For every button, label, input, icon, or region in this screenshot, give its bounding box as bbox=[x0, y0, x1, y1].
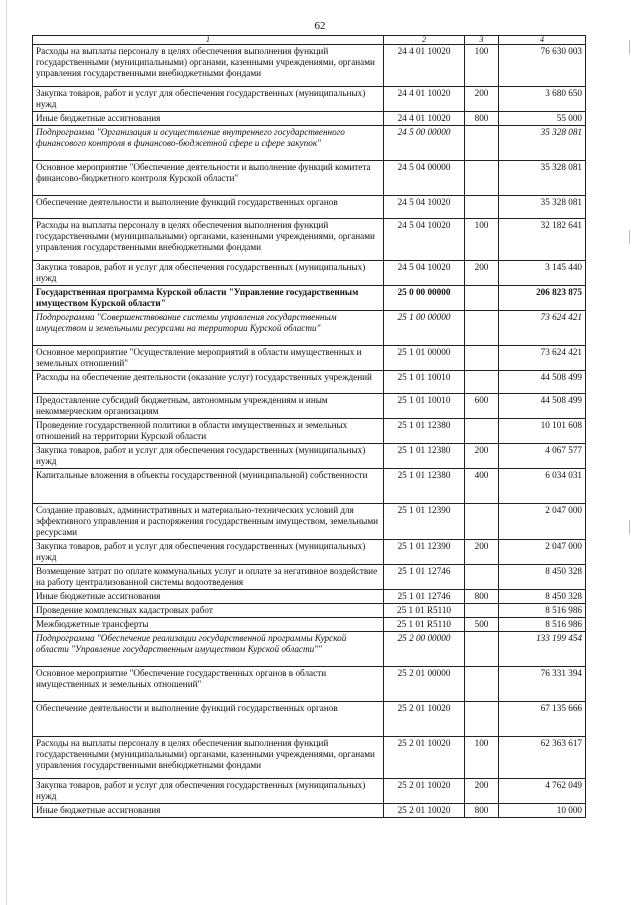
table-row bbox=[33, 419, 586, 444]
table-body bbox=[33, 45, 586, 818]
row-csr-cell: 25 1 01 12390 bbox=[384, 540, 465, 565]
row-name-cell: Закупка товаров, работ и услуг для обеспечения государственных (муниципальных) нужд bbox=[33, 444, 384, 469]
row-sum-cell: 44 508 499 bbox=[499, 394, 586, 419]
table-row bbox=[33, 112, 586, 126]
header-col-4: 4 bbox=[499, 36, 586, 45]
row-vr-cell: 800 bbox=[465, 112, 499, 126]
table-row bbox=[33, 702, 586, 737]
scan-mark bbox=[629, 40, 634, 54]
row-sum-cell: 10 000 bbox=[499, 804, 586, 818]
table-row bbox=[33, 444, 586, 469]
row-csr-cell: 25 1 01 00000 bbox=[384, 346, 465, 371]
row-vr-cell: 600 bbox=[465, 394, 499, 419]
row-name-cell: Расходы на выплаты персоналу в целях обеспечения выполнения функций государственными (муниципальными) органами, казенными учреждениями, органами управления государственными внебюджетными фондами bbox=[33, 45, 384, 87]
row-vr-cell bbox=[465, 565, 499, 590]
row-csr-cell: 25 2 01 10020 bbox=[384, 702, 465, 737]
row-csr-cell: 24 5 00 00000 bbox=[384, 126, 465, 161]
row-sum-cell: 3 680 650 bbox=[499, 87, 586, 112]
row-name-cell: Закупка товаров, работ и услуг для обеспечения государственных (муниципальных) нужд bbox=[33, 779, 384, 804]
row-csr-cell: 25 1 01 12746 bbox=[384, 590, 465, 604]
row-sum-cell: 6 034 031 bbox=[499, 469, 586, 504]
header-col-1: 1 bbox=[33, 36, 384, 45]
row-vr-cell bbox=[465, 604, 499, 618]
table-row bbox=[33, 394, 586, 419]
table-row bbox=[33, 667, 586, 702]
row-sum-cell: 8 516 986 bbox=[499, 604, 586, 618]
table-row bbox=[33, 346, 586, 371]
table-row bbox=[33, 126, 586, 161]
row-sum-cell: 4 067 577 bbox=[499, 444, 586, 469]
row-vr-cell bbox=[465, 126, 499, 161]
row-vr-cell bbox=[465, 286, 499, 311]
row-csr-cell: 25 0 00 00000 bbox=[384, 286, 465, 311]
row-sum-cell: 44 508 499 bbox=[499, 371, 586, 394]
budget-table bbox=[32, 35, 586, 818]
table-row bbox=[33, 779, 586, 804]
table-row bbox=[33, 371, 586, 394]
row-sum-cell: 35 328 081 bbox=[499, 126, 586, 161]
table-row bbox=[33, 618, 586, 632]
row-sum-cell: 133 199 454 bbox=[499, 632, 586, 667]
row-sum-cell: 76 331 394 bbox=[499, 667, 586, 702]
table-row bbox=[33, 286, 586, 311]
row-vr-cell bbox=[465, 632, 499, 667]
row-csr-cell: 25 1 01 12390 bbox=[384, 504, 465, 540]
row-csr-cell: 25 1 01 12380 bbox=[384, 419, 465, 444]
table-row bbox=[33, 590, 586, 604]
row-csr-cell: 25 1 01 12380 bbox=[384, 444, 465, 469]
table-row bbox=[33, 632, 586, 667]
row-sum-cell: 67 135 666 bbox=[499, 702, 586, 737]
scan-mark bbox=[629, 230, 634, 244]
table-row bbox=[33, 504, 586, 540]
table-row bbox=[33, 196, 586, 219]
row-sum-cell: 206 823 875 bbox=[499, 286, 586, 311]
row-vr-cell bbox=[465, 346, 499, 371]
header-col-2: 2 bbox=[384, 36, 465, 45]
row-vr-cell bbox=[465, 161, 499, 196]
table-row bbox=[33, 737, 586, 779]
row-csr-cell: 24 5 04 10020 bbox=[384, 219, 465, 261]
table-row bbox=[33, 540, 586, 565]
row-vr-cell bbox=[465, 419, 499, 444]
row-csr-cell: 25 2 01 10020 bbox=[384, 804, 465, 818]
row-csr-cell: 25 1 01 12746 bbox=[384, 565, 465, 590]
row-csr-cell: 24 5 04 10020 bbox=[384, 261, 465, 286]
row-csr-cell: 24 4 01 10020 bbox=[384, 87, 465, 112]
row-vr-cell: 200 bbox=[465, 540, 499, 565]
row-vr-cell bbox=[465, 196, 499, 219]
row-csr-cell: 25 2 01 00000 bbox=[384, 667, 465, 702]
row-vr-cell: 200 bbox=[465, 261, 499, 286]
row-vr-cell: 400 bbox=[465, 469, 499, 504]
row-name-cell: Расходы на выплаты персоналу в целях обеспечения выполнения функций государственными (муниципальными) органами, казенными учреждениями, органами управления государственными внебюджетными фондами bbox=[33, 737, 384, 779]
header-row bbox=[33, 36, 586, 45]
row-vr-cell: 100 bbox=[465, 45, 499, 87]
row-name-cell: Основное мероприятие "Осуществление мероприятий в области имущественных и земельных отношений" bbox=[33, 346, 384, 371]
row-sum-cell: 3 145 440 bbox=[499, 261, 586, 286]
row-name-cell: Государственная программа Курской области "Управление государственным имуществом Курской области" bbox=[33, 286, 384, 311]
row-vr-cell: 500 bbox=[465, 618, 499, 632]
row-name-cell: Проведение комплексных кадастровых работ bbox=[33, 604, 384, 618]
row-vr-cell bbox=[465, 504, 499, 540]
header-col-3: 3 bbox=[465, 36, 499, 45]
row-name-cell: Подпрограмма "Совершенствование системы управления государственным имуществом и земельными ресурсами на территории Курской области" bbox=[33, 311, 384, 346]
row-vr-cell bbox=[465, 371, 499, 394]
row-csr-cell: 24 4 01 10020 bbox=[384, 45, 465, 87]
row-sum-cell: 8 450 328 bbox=[499, 590, 586, 604]
row-name-cell: Основное мероприятие "Обеспечение деятельности и выполнение функций комитета финансово-бюджетного контроля Курской области" bbox=[33, 161, 384, 196]
row-csr-cell: 24 4 01 10020 bbox=[384, 112, 465, 126]
row-csr-cell: 25 1 01 10010 bbox=[384, 394, 465, 419]
row-name-cell: Создание правовых, административных и материально-технических условий для эффективного управления и распоряжения государственным имуществом, земельными ресурсами bbox=[33, 504, 384, 540]
table-row bbox=[33, 804, 586, 818]
table-row bbox=[33, 469, 586, 504]
row-vr-cell: 200 bbox=[465, 779, 499, 804]
row-sum-cell: 2 047 000 bbox=[499, 540, 586, 565]
row-sum-cell: 73 624 421 bbox=[499, 311, 586, 346]
row-sum-cell: 35 328 081 bbox=[499, 161, 586, 196]
row-csr-cell: 24 5 04 00000 bbox=[384, 161, 465, 196]
row-csr-cell: 25 1 01 12380 bbox=[384, 469, 465, 504]
row-csr-cell: 25 1 01 R5110 bbox=[384, 618, 465, 632]
table-row bbox=[33, 87, 586, 112]
row-name-cell: Подпрограмма "Обеспечение реализации государственной программы Курской области "Управление государственным имуществом Курской области"" bbox=[33, 632, 384, 667]
row-name-cell: Обеспечение деятельности и выполнение функций государственных органов bbox=[33, 702, 384, 737]
row-name-cell: Подпрограмма "Организация и осуществление внутреннего государственного финансового контроля в финансово-бюджетной сфере и сфере закупок" bbox=[33, 126, 384, 161]
row-vr-cell bbox=[465, 702, 499, 737]
row-vr-cell bbox=[465, 311, 499, 346]
row-name-cell: Иные бюджетные ассигнования bbox=[33, 804, 384, 818]
row-csr-cell: 25 2 01 10020 bbox=[384, 737, 465, 779]
row-sum-cell: 10 101 608 bbox=[499, 419, 586, 444]
table-row bbox=[33, 261, 586, 286]
table-row bbox=[33, 161, 586, 196]
table-row bbox=[33, 565, 586, 590]
row-name-cell: Иные бюджетные ассигнования bbox=[33, 112, 384, 126]
row-vr-cell bbox=[465, 667, 499, 702]
row-vr-cell: 200 bbox=[465, 444, 499, 469]
row-name-cell: Возмещение затрат по оплате коммунальных услуг и оплате за негативное воздействие на работу централизованной системы водоотведения bbox=[33, 565, 384, 590]
row-sum-cell: 62 363 617 bbox=[499, 737, 586, 779]
row-sum-cell: 35 328 081 bbox=[499, 196, 586, 219]
row-vr-cell: 100 bbox=[465, 219, 499, 261]
scan-mark bbox=[629, 520, 634, 534]
row-name-cell: Закупка товаров, работ и услуг для обеспечения государственных (муниципальных) нужд bbox=[33, 540, 384, 565]
row-csr-cell: 25 2 00 00000 bbox=[384, 632, 465, 667]
page-number: 62 bbox=[314, 20, 326, 32]
row-sum-cell: 8 516 986 bbox=[499, 618, 586, 632]
row-csr-cell: 25 1 01 R5110 bbox=[384, 604, 465, 618]
row-name-cell: Закупка товаров, работ и услуг для обеспечения государственных (муниципальных) нужд bbox=[33, 87, 384, 112]
row-vr-cell: 800 bbox=[465, 590, 499, 604]
row-csr-cell: 25 1 01 10010 bbox=[384, 371, 465, 394]
row-name-cell: Проведение государственной политики в области имущественных и земельных отношений на территории Курской области bbox=[33, 419, 384, 444]
row-name-cell: Предоставление субсидий бюджетным, автономным учреждениям и иным некоммерческим организациям bbox=[33, 394, 384, 419]
row-vr-cell: 200 bbox=[465, 87, 499, 112]
row-name-cell: Расходы на выплаты персоналу в целях обеспечения выполнения функций государственными (муниципальными) органами, казенными учреждениями, органами управления государственными внебюджетными фондами bbox=[33, 219, 384, 261]
row-sum-cell: 8 450 328 bbox=[499, 565, 586, 590]
row-csr-cell: 24 5 04 10020 bbox=[384, 196, 465, 219]
row-sum-cell: 55 000 bbox=[499, 112, 586, 126]
row-sum-cell: 76 630 003 bbox=[499, 45, 586, 87]
row-name-cell: Межбюджетные трансферты bbox=[33, 618, 384, 632]
row-name-cell: Основное мероприятие "Обеспечение государственных органов в области имущественных и земельных отношений" bbox=[33, 667, 384, 702]
row-name-cell: Капитальные вложения в объекты государственной (муниципальной) собственности bbox=[33, 469, 384, 504]
row-name-cell: Иные бюджетные ассигнования bbox=[33, 590, 384, 604]
row-name-cell: Обеспечение деятельности и выполнение функций государственных органов bbox=[33, 196, 384, 219]
table-row bbox=[33, 604, 586, 618]
scan-edge-line bbox=[6, 0, 7, 905]
row-name-cell: Закупка товаров, работ и услуг для обеспечения государственных (муниципальных) нужд bbox=[33, 261, 384, 286]
row-sum-cell: 4 762 049 bbox=[499, 779, 586, 804]
row-sum-cell: 73 624 421 bbox=[499, 346, 586, 371]
row-vr-cell: 800 bbox=[465, 804, 499, 818]
row-vr-cell: 100 bbox=[465, 737, 499, 779]
table-row bbox=[33, 219, 586, 261]
row-sum-cell: 2 047 000 bbox=[499, 504, 586, 540]
table-row bbox=[33, 45, 586, 87]
row-sum-cell: 32 182 641 bbox=[499, 219, 586, 261]
table-row bbox=[33, 311, 586, 346]
row-csr-cell: 25 1 00 00000 bbox=[384, 311, 465, 346]
row-name-cell: Расходы на обеспечение деятельности (оказание услуг) государственных учреждений bbox=[33, 371, 384, 394]
row-csr-cell: 25 2 01 10020 bbox=[384, 779, 465, 804]
